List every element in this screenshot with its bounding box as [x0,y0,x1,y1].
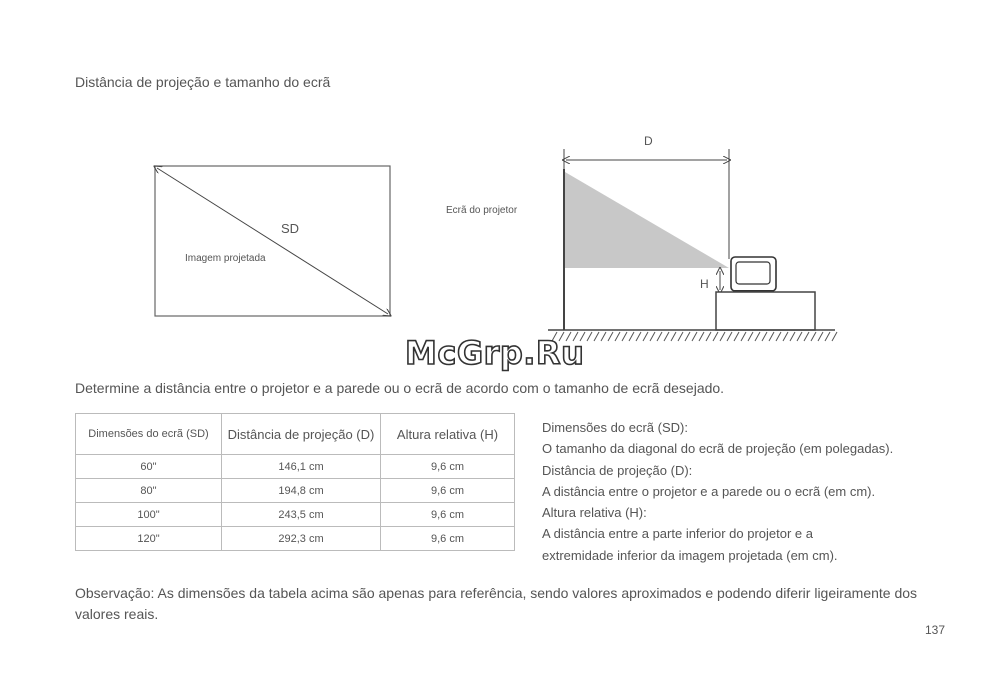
d-label: D [644,134,653,148]
table-row [76,455,515,479]
cell-size: 120" [76,527,222,551]
definition-line: extremidade inferior da imagem projetada (em cm). [542,547,838,563]
h-label: H [700,277,709,291]
side-view-diagram [540,125,840,345]
header-projection-distance: Distância de projeção (D) [222,414,381,455]
table-row [76,503,515,527]
cell-size: 100" [76,503,222,527]
sd-label: SD [281,221,300,236]
definition-line: A distância entre o projetor e a parede ou o ecrã (em cm). [542,483,876,499]
note-text: Observação: As dimensões da tabela acima são apenas para referência, sendo valores aproximados e podendo diferir ligeiramente dos valores reais. [75,585,918,622]
definition-line: O tamanho da diagonal do ecrã de projeção (em polegadas). [542,441,894,457]
stand [716,292,815,330]
cell-distance: 146,1 cm [222,455,381,479]
cell-size: 60" [76,455,222,479]
diagonal-arrow [157,168,388,314]
projector-icon [731,257,776,291]
projector-screen-label: Ecrã do projetor [446,205,518,216]
definition-line: Altura relativa (H): [542,505,647,521]
instruction-text: Determine a distância entre o projetor e a parede ou o ecrã de acordo com o tamanho de ecrã desejado. [75,380,725,396]
definitions [542,417,893,566]
cell-height: 9,6 cm [381,527,515,551]
cell-distance: 243,5 cm [222,503,381,527]
table-row [76,527,515,551]
section-title: Distância de projeção e tamanho do ecrã [75,74,331,90]
table-row [76,479,515,503]
header-screen-size: Dimensões do ecrã (SD) [76,414,222,455]
header-relative-height: Altura relativa (H) [381,414,515,455]
page-number: 137 [925,623,946,637]
size-table [75,413,515,551]
watermark: McGrp.Ru [405,334,585,372]
cell-height: 9,6 cm [381,455,515,479]
cell-height: 9,6 cm [381,479,515,503]
projection-beam [565,172,729,268]
definition-line: Distância de projeção (D): [542,462,693,478]
cell-distance: 194,8 cm [222,479,381,503]
definition-line: Dimensões do ecrã (SD): [542,420,688,435]
projected-image-diagram [152,163,392,319]
image-label: Imagem projetada [185,253,266,264]
floor-hatch [552,332,837,341]
cell-distance: 292,3 cm [222,527,381,551]
cell-size: 80" [76,479,222,503]
table-header-row [76,414,515,455]
cell-height: 9,6 cm [381,503,515,527]
definition-line: A distância entre a parte inferior do projetor e a [542,526,813,542]
